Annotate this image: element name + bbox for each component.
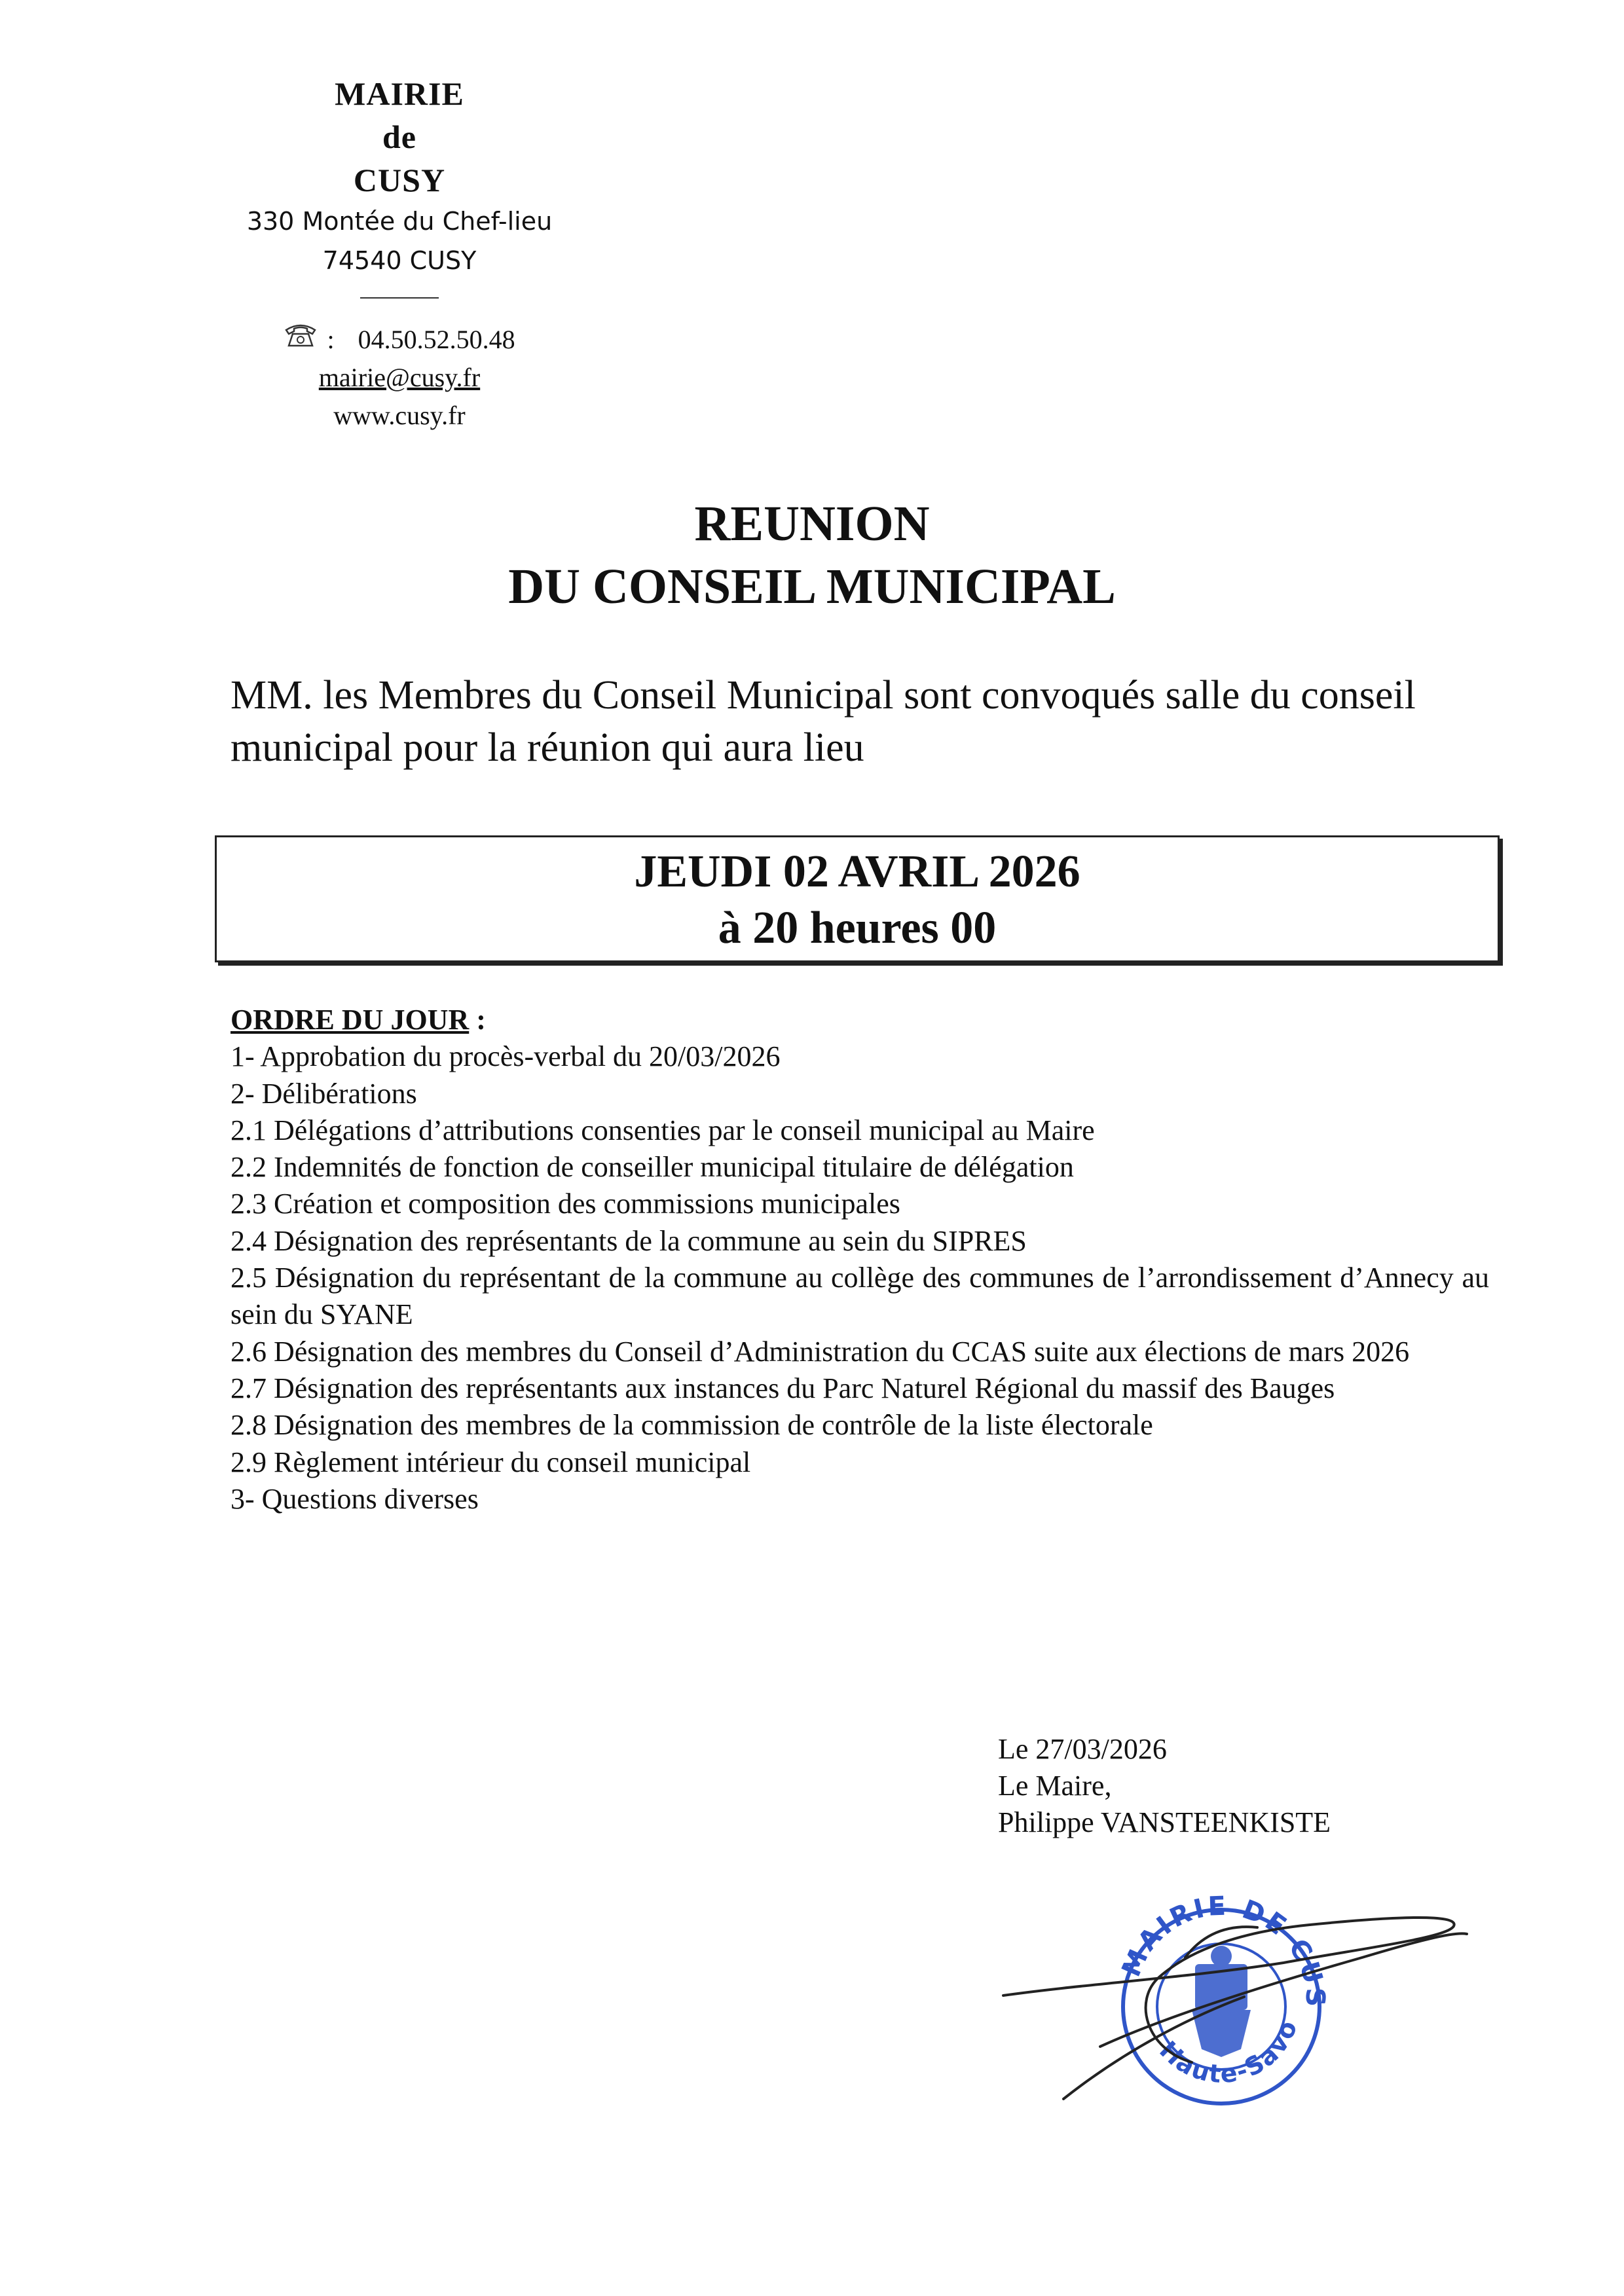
signature-name: Philippe VANSTEENKISTE [998, 1806, 1331, 1838]
agenda-item: 3- Questions diverses [231, 1482, 479, 1515]
meeting-time: à 20 heures 00 [718, 903, 997, 953]
official-stamp [995, 1886, 1480, 2108]
meeting-date: JEUDI 02 AVRIL 2026 [634, 847, 1080, 897]
title-line-1: REUNION [694, 496, 930, 551]
address-city: 74540 CUSY [322, 246, 477, 275]
phone-separator: : [327, 325, 335, 354]
agenda-item: 1- Approbation du procès-verbal du 20/03/2026 [231, 1040, 781, 1073]
letterhead-divider [360, 297, 439, 299]
phone-line [196, 321, 602, 359]
title-line-2: DU CONSEIL MUNICIPAL [508, 559, 1116, 614]
signature-role: Le Maire, [998, 1770, 1112, 1802]
agenda-item: 2.3 Création et composition des commissions municipales [231, 1188, 900, 1220]
agenda-item: 2.6 Désignation des membres du Conseil d’Administration du CCAS suite aux élections de mars 2026 [231, 1335, 1410, 1368]
stamp-graphic [995, 1886, 1480, 2108]
agenda-heading-colon: : [469, 1004, 486, 1036]
agenda-item: 2.7 Désignation des représentants aux instances du Parc Naturel Régional du massif des Bauges [231, 1372, 1335, 1404]
stamp-top-text: MAIRIE DE CUS [1116, 1891, 1331, 2010]
stamp-bottom-text: Haute-Savo [1154, 2015, 1304, 2089]
agenda-heading-text: ORDRE DU JOUR [231, 1004, 470, 1036]
meeting-date-box [215, 835, 1500, 962]
address-street: 330 Montée du Chef-lieu [246, 207, 553, 236]
agenda-item: 2.8 Désignation des membres de la commission de contrôle de la liste électorale [231, 1409, 1153, 1442]
agenda-item: 2.5 Désignation du représentant de la commune au collège des communes de l’arrondissement d’Annecy au sein du SYANE [231, 1262, 1489, 1331]
document-title [0, 492, 1624, 618]
telephone-icon [284, 321, 318, 359]
agenda-item: 2.2 Indemnités de fonction de conseiller municipal titulaire de délégation [231, 1151, 1074, 1184]
agenda [231, 1002, 1489, 1518]
intro-paragraph: MM. les Membres du Conseil Municipal sont convoqués salle du conseil municipal pour la réunion qui aura lieu [231, 673, 1416, 770]
agenda-item: 2.4 Désignation des représentants de la commune au sein du SIPRES [231, 1224, 1027, 1257]
agenda-item: 2- Délibérations [231, 1077, 417, 1110]
letterhead-mairie: MAIRIE [335, 75, 464, 112]
phone-number: 04.50.52.50.48 [358, 325, 515, 354]
letterhead-town: CUSY [353, 162, 446, 198]
letterhead-de: de [382, 118, 416, 155]
email-link[interactable]: mairie@cusy.fr [318, 363, 481, 392]
signature-date: Le 27/03/2026 [998, 1733, 1167, 1765]
agenda-heading [231, 1002, 1489, 1038]
website-link[interactable]: www.cusy.fr [333, 401, 466, 430]
agenda-item: 2.1 Délégations d’attributions consenties par le conseil municipal au Maire [231, 1114, 1095, 1146]
agenda-item: 2.9 Règlement intérieur du conseil municipal [231, 1446, 751, 1478]
letterhead [196, 72, 602, 435]
signature-block [998, 1731, 1331, 1841]
